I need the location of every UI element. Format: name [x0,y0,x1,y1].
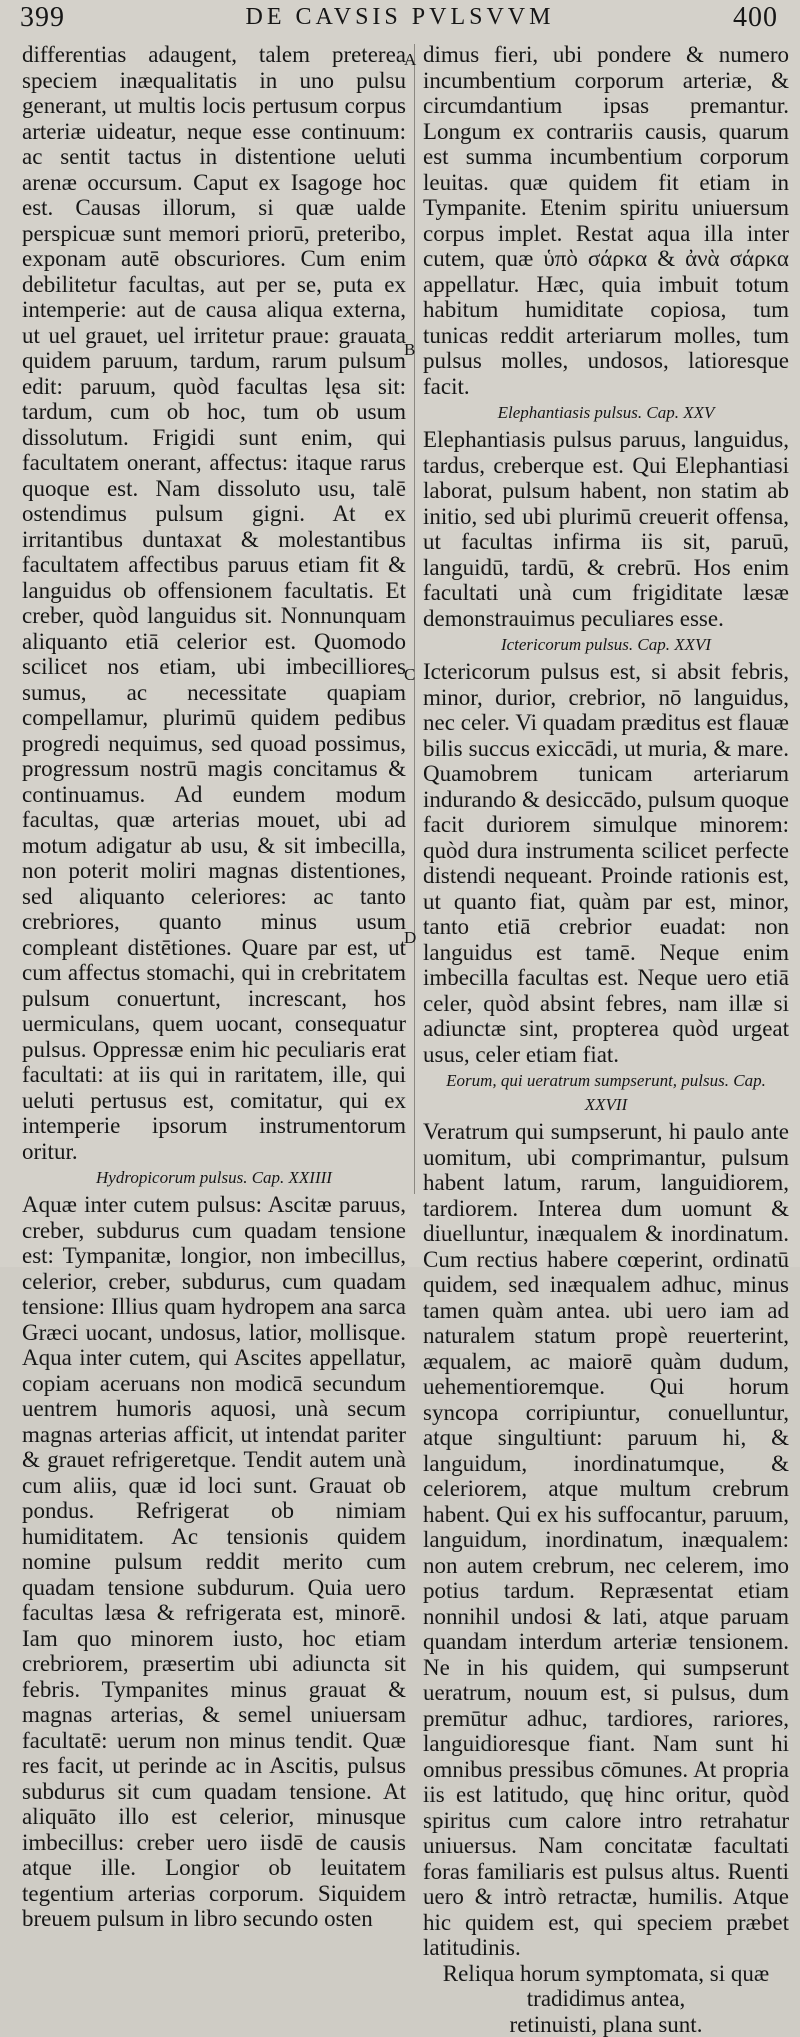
page-number-left: 399 [20,2,65,34]
chapter-heading-25: Elephantiasis pulsus. Cap. XXV [423,401,789,425]
margin-marker-b: B [404,340,415,360]
page-header [0,2,800,42]
chapter-heading-26: Ictericorum pulsus. Cap. XXVI [423,633,789,657]
right-paragraph-1: dimus fieri, ubi pondere & numero incumbentium corporum arteriæ, & circumdantium ipsas premantur. Longum ex contrariis causis, quarum est summa incumbentium corporum leuitas. quæ quidem fit etiam in Tympanite. Etenim spiritu uniuersum corpus implet. Restat aqua illa inter cutem, quæ ὑπὸ σάρκα & ἀνὰ σάρκα appellatur. Hæc, quia imbuit totum habitum humiditate copiosa, tum tunicas reddit arteriarum molles, tum pulsus molles, undosos, latioresque facit. [423,42,789,399]
page-number-right: 400 [733,2,778,34]
closing-line-2: retinuisti, plana sunt. [423,2012,789,2037]
running-title: DE CAVSIS PVLSVVM [0,4,800,31]
closing-line-1: Reliqua horum symptomata, si quæ tradidimus antea, [423,1961,789,2012]
margin-marker-c: C [404,665,415,685]
right-column [423,42,789,2037]
column-divider [414,44,415,1194]
right-paragraph-4: Veratrum qui sumpserunt, hi paulo ante uomitum, ubi comprimantur, pulsum habent latum, rarum, languidiorem, tardiorem. Interea dum uomunt & diuelluntur, inæqualem & inordinatum. Cum rectius habere cœperint, ordinatū quidem, sed inæqualem adhuc, minus tamen quàm antea. ubi uero iam ad naturalem statum propè reuerterint, æqualem, ac maiorē quàm dudum, uehementioremque. Qui horum syncopa corripiuntur, conuelluntur, atque singultiunt: paruum hi, & languidum, inordinatumque, & celeriorem, atque multum crebrum habent. Qui ex his suffocantur, paruum, languidum, inordinatum, inæqualem: non autem crebrum, nec celerem, imo potius tardum. Repræsentat etiam nonnihil undosi & lati, atque paruam quandam interdum arteriæ tensionem. Ne in his quidem, qui sumpserunt ueratrum, nouum est, si pulsus, dum premūtur adhuc, tardiores, rariores, languidioresque fiant. Nam sunt hi omnibus pressibus cōmunes. At propria iis est latitudo, quę hinc oritur, quòd spiritus cum calore intro retrahatur uniuersus. Nam concitatæ facultati foras familiaris est pulsus altus. Ruenti uero & intrò retractæ, humilis. Atque hic quidem est, qui speciem præbet latitudinis. [423,1119,789,1961]
margin-marker-d: D [404,928,416,948]
right-paragraph-2: Elephantiasis pulsus paruus, languidus, tardus, creberque est. Qui Elephantiasi laborat, pulsum habent, non statim ab initio, sed ubi plurimū creuerit offensa, ut facultas infirma iis sit, paruū, languidū, tardū, & crebrū. Hos enim facultati unà cum frigiditate læsæ demonstrauimus peculiares esse. [423,427,789,631]
left-paragraph-2: Aquæ inter cutem pulsus: Ascitæ paruus, creber, subdurus cum quadam tensione est: Tympanitæ, longior, non imbecillus, celerior, creber, subdurus, cum quadam tensione: Illius quam hydropem ana sarca Græci uocant, undosus, latior, mollisque. Aqua inter cutem, qui Ascites appellatur, copiam aceruans non modicā secundum uentrem humoris aquosi, unà secum magnas arterias afficit, ut intendat pariter & grauet refrigeretque. Tendit autem unà cum aliis, quæ id loci sunt. Grauat ob pondus. Refrigerat ob nimiam humiditatem. Ac tensionis quidem nomine pulsum reddit merito cum quadam tensione subdurum. Quia uero facultas læsa & refrigerata est, minorē. Iam quo minorem iusto, hoc etiam crebriorem, præsertim ubi adiuncta sit febris. Tympanites minus grauat & magnas arterias, & semel uniuersam facultatē: uerum non minus tendit. Quæ res facit, ut perinde ac in Ascitis, pulsus subdurus sit cum quadam tensione. At aliquāto illo est celerior, minusque imbecillus: creber uero iisdē de causis atque ille. Longior ob leuitatem tegentium arterias corporum. Siquidem breuem pulsum in libro secundo osten [22,1192,406,1932]
margin-marker-a: A [404,50,416,70]
right-paragraph-3: Ictericorum pulsus est, si absit febris, minor, durior, crebrior, nō languidus, nec celer. Vi quadam præditus est flauæ bilis succus exiccādi, ut muria, & mare. Quamobrem tunicam arteriarum indurando & desiccādo, pulsum quoque facit duriorem simulque minorem: quòd dura instrumenta scilicet perfecte distendi nequeant. Proinde rationis est, ut quanto fiat, quàm par est, minor, tanto etiā crebrior euadat: non languidus est tamē. Neque enim imbecilla facultas est. Neque uero etiā celer, quòd absint febres, nam illæ si adiunctæ sint, propterea quòd urgeat usus, celer etiam fiat. [423,659,789,1067]
left-paragraph-1: differentias adaugent, talem preterea speciem inæqualitatis in uno pulsu generant, ut multis locis pertusum corpus arteriæ uideatur, neque esse continuum: ac sentit tactus in distentione ueluti arenæ occursum. Caput ex Isagoge hoc est. Causas illorum, si quæ ualde perspicuæ sunt memori priorū, preteribo, exponam autē obscuriores. Cum enim debilitetur facultas, aut per se, puta ex intemperie: aut de causa aliqua externa, ut uel grauet, uel irritetur praue: grauata quidem paruum, tardum, rarum pulsum edit: paruum, quòd facultas lęsa sit: tardum, cum ob hoc, tum ob usum dissolutum. Frigidi sunt enim, qui facultatem onerant, affectus: itaque rarus quoque est. Nam dissoluto usu, talē ostendimus pulsum gigni. At ex irritantibus duntaxat & molestantibus facultatem affectibus paruus etiam fit & languidus ob offensionem facultatis. Et creber, quòd languidus sit. Nonnunquam aliquanto etiā celerior est. Quomodo scilicet nos etiam, ubi imbecilliores sumus, ac necessitate quapiam compellamur, plurimū quidem pedibus progredi nequimus, sed quoad possimus, progressum nostrū magis concitamus & continuamus. Ad eundem modum facultas, quæ arterias mouet, ubi ad motum adigatur ab usu, & sit imbecilla, non poterit moliri magnas distentiones, sed aliquanto celeriores: ac tanto crebriores, quanto minus usum compleant distētiones. Quare par est, ut cum affectus stomachi, qui in crebritatem pulsum conuertunt, increscant, hos uermiculans, quem uocant, consequatur pulsus. Oppressæ enim hic peculiaris erat facultati: at iis qui in raritatem, ille, qui ueluti pertusus est, comitatur, qui ex intemperie ipsorum instrumentorum oritur. [22,42,406,1164]
chapter-heading-24: Hydropicorum pulsus. Cap. XXIIII [22,1166,406,1190]
left-column [22,42,406,1932]
chapter-heading-27: Eorum, qui ueratrum sumpserunt, pulsus. Cap. XXVII [423,1069,789,1117]
